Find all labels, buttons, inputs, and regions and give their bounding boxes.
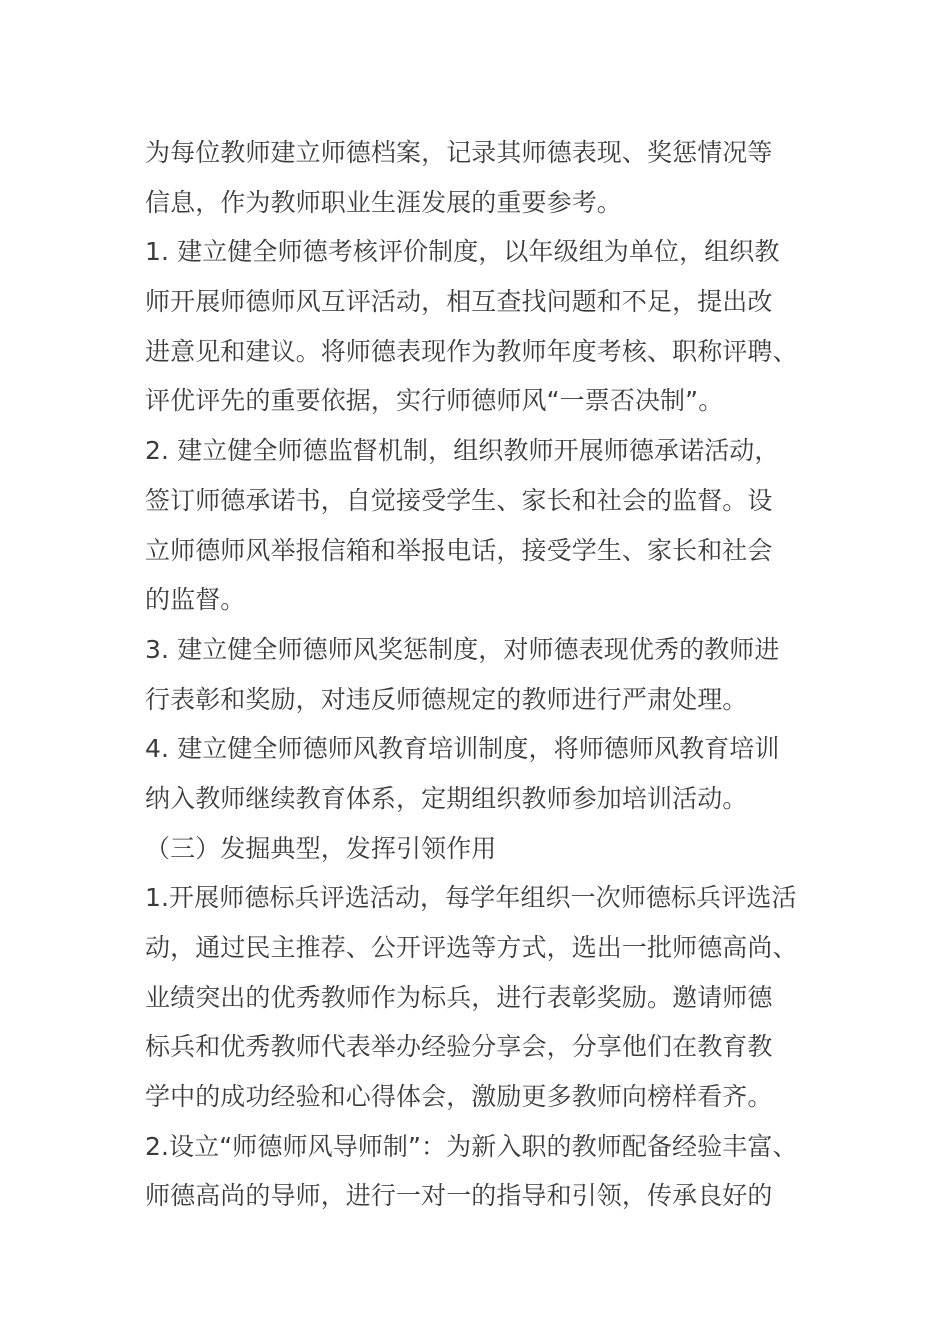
text-line: 标兵和优秀教师代表举办经验分享会，分享他们在教育教 [145, 1032, 773, 1062]
text-line: 4. 建立健全师德师风教育培训制度，将师德师风教育培训 [145, 734, 780, 764]
text-line: 的监督。 [145, 585, 246, 615]
text-line: 签订师德承诺书，自觉接受学生、家长和社会的监督。设 [145, 485, 773, 515]
text-line: 2. 建立健全师德监督机制，组织教师开展师德承诺活动， [145, 436, 780, 466]
text-line: 为每位教师建立师德档案，记录其师德表现、奖惩情况等 [145, 138, 773, 167]
text-line: 评优评先的重要依据，实行师德师风“一票否决制”。 [145, 386, 724, 416]
text-line: 师开展师德师风互评活动，相互查找问题和不足，提出改 [145, 287, 773, 317]
text-line: 1. 建立健全师德考核评价制度，以年级组为单位，组织教 [145, 237, 780, 267]
text-line: 业绩突出的优秀教师作为标兵，进行表彰奖励。邀请师德 [145, 982, 773, 1012]
text-line: 信息，作为教师职业生涯发展的重要参考。 [145, 187, 622, 217]
text-line: 师德高尚的导师，进行一对一的指导和引领，传承良好的 [145, 1181, 773, 1211]
text-line: 进意见和建议。将师德表现作为教师年度考核、职称评聘、 [145, 336, 798, 366]
text-line: 行表彰和奖励，对违反师德规定的教师进行严肃处理。 [145, 684, 748, 714]
text-line: 学中的成功经验和心得体会，激励更多教师向榜样看齐。 [145, 1082, 773, 1112]
text-line: 1.开展师德标兵评选活动，每学年组织一次师德标兵评选活 [145, 883, 797, 913]
text-line: 2.设立“师德师风导师制”：为新入职的教师配备经验丰富、 [145, 1131, 798, 1161]
text-line: 动，通过民主推荐、公开评选等方式，选出一批师德高尚、 [145, 933, 798, 962]
text-line: 立师德师风举报信箱和举报电话，接受学生、家长和社会 [145, 535, 773, 565]
text-line: 纳入教师继续教育体系，定期组织教师参加培训活动。 [145, 783, 748, 813]
text-line: 3. 建立健全师德师风奖惩制度，对师德表现优秀的教师进 [145, 634, 780, 664]
section-heading: （三）发掘典型，发挥引领作用 [145, 833, 497, 863]
document-body [145, 128, 835, 1221]
